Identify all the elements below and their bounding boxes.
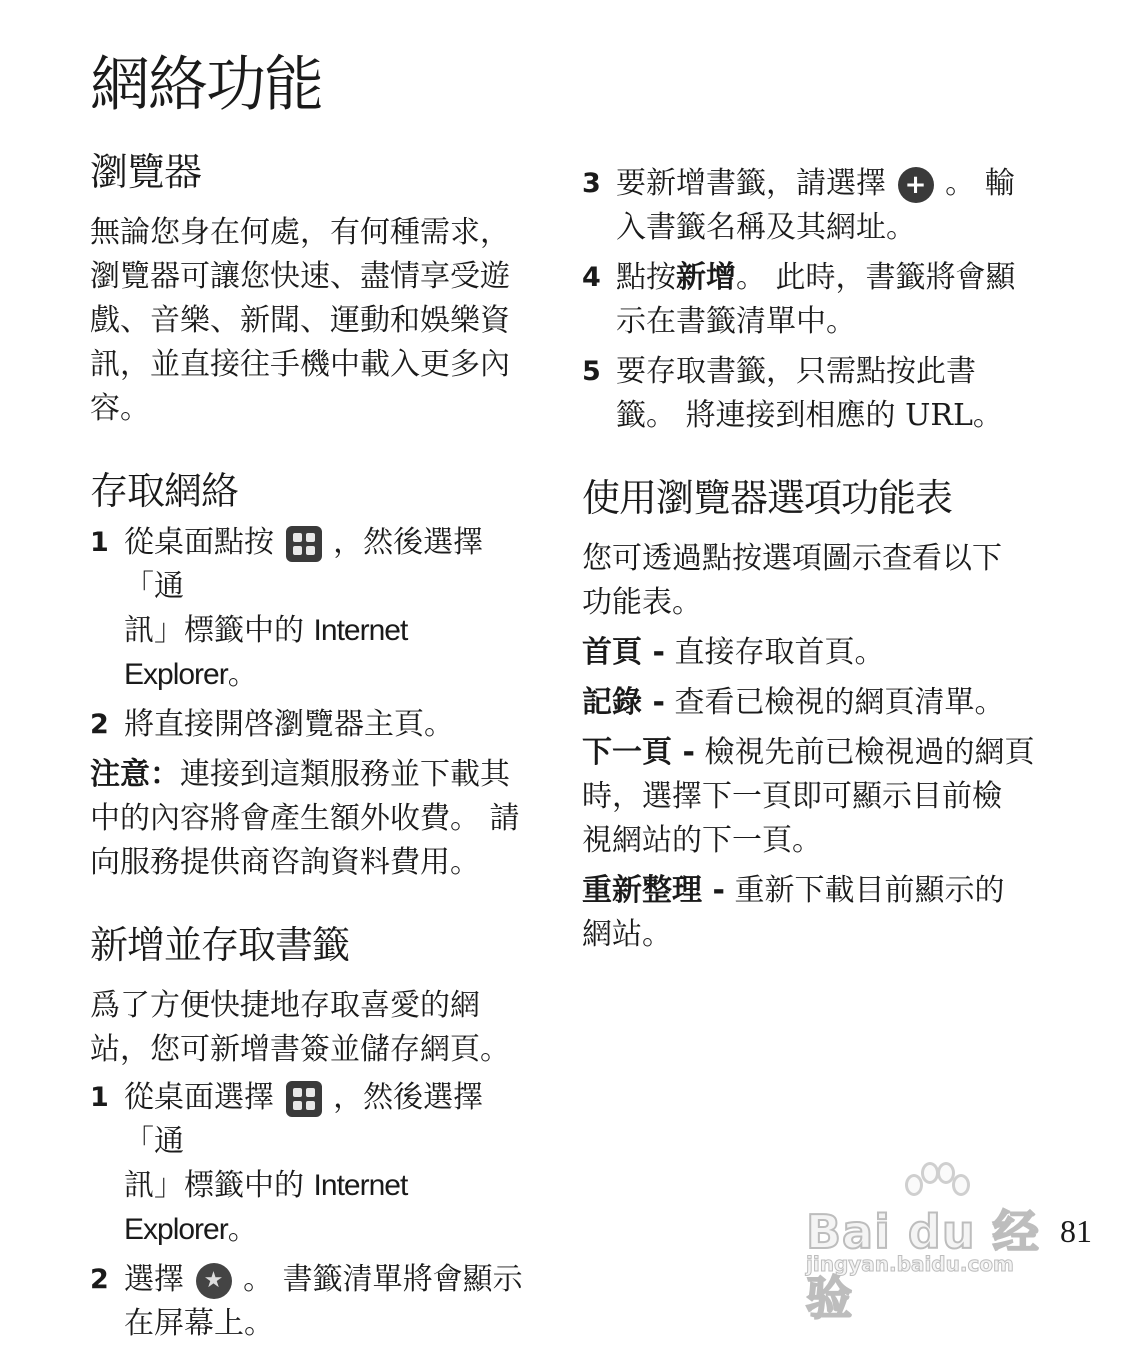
step-text: 要存取書籤，只需點按此書	[616, 354, 976, 389]
step-number: 2	[90, 708, 109, 740]
bookmarks-step-2	[90, 1258, 540, 1346]
step-text: 籤。 將連接到相應的 URL。	[616, 398, 1003, 433]
watermark-url: jingyan.baidu.com	[806, 1252, 1014, 1276]
option-label: 下一頁 -	[582, 735, 695, 771]
access-step-2	[90, 703, 540, 747]
note-text: 連接到這類服務並下載其	[180, 756, 510, 792]
bookmarks-heading: 新增並存取書籤	[90, 922, 350, 967]
access-step-1	[90, 521, 540, 697]
add-label: 新增	[676, 260, 736, 295]
option-label: 首頁 -	[582, 635, 665, 671]
note-label: 注意：	[90, 756, 180, 792]
browser-body-line: 戲、音樂、新聞、運動和娛樂資	[90, 303, 510, 339]
internet-explorer-label: Internet Explorer	[124, 1169, 408, 1247]
bookmarks-intro	[90, 984, 540, 1072]
step-text: 。 輸	[945, 166, 1015, 201]
left-column	[90, 148, 540, 1352]
browser-body-line: 無論您身在何處，有何種需求，	[90, 215, 510, 251]
bookmarks-step-3	[582, 162, 1052, 250]
option-text: 直接存取首頁。	[664, 635, 885, 671]
option-text: 查看已檢視的網頁清單。	[664, 685, 1005, 721]
step-text: 訊」標籤中的	[124, 612, 304, 648]
step-text: 訊」標籤中的	[124, 1168, 304, 1204]
page-title: 網絡功能	[90, 50, 322, 120]
step-number: 2	[90, 1264, 109, 1296]
bookmarks-section	[90, 921, 540, 1346]
option-text: 檢視先前已檢視過的網頁	[694, 735, 1035, 771]
step-text: 選擇	[124, 1262, 184, 1298]
internet-explorer-label: Internet Explorer	[124, 613, 408, 691]
option-refresh	[582, 869, 1052, 957]
note-text: 向服務提供商咨詢資料費用。	[90, 844, 480, 880]
option-text: 視網站的下一頁。	[582, 823, 822, 859]
browser-body-line: 訊，並直接往手機中載入更多內	[90, 347, 510, 383]
step-number: 1	[90, 526, 109, 558]
apps-grid-icon	[286, 1081, 322, 1117]
browser-section	[90, 148, 540, 431]
browser-body-line: 瀏覽器可讓您快速、盡情享受遊	[90, 259, 510, 295]
browser-body	[90, 211, 540, 431]
option-history	[582, 681, 1052, 725]
browser-body-line: 容。	[90, 391, 150, 427]
bookmark-steps-continued	[582, 162, 1052, 438]
step-number: 3	[582, 168, 601, 199]
note-text: 中的內容將會產生額外收費。 請	[90, 800, 520, 836]
browser-heading: 瀏覽器	[90, 150, 202, 194]
bookmark-star-icon: ★	[196, 1263, 232, 1299]
intro-line: 爲了方便快捷地存取喜愛的網	[90, 988, 480, 1024]
option-label: 重新整理 -	[582, 873, 725, 909]
step-number: 1	[90, 1082, 109, 1114]
options-intro	[582, 537, 1052, 625]
access-network-heading: 存取網絡	[90, 469, 239, 514]
option-label: 記錄 -	[582, 685, 665, 721]
option-home	[582, 631, 1052, 675]
step-text: 將直接開啓瀏覽器主頁。	[124, 706, 454, 742]
access-network-section	[90, 467, 540, 884]
note	[90, 753, 540, 885]
step-text: 點按	[616, 260, 676, 295]
step-text: 從桌面點按	[124, 524, 274, 560]
step-text: 。	[227, 1212, 258, 1248]
step-text: 。	[227, 656, 258, 692]
step-text: 示在書籤清單中。	[616, 304, 856, 339]
intro-line: 功能表。	[582, 585, 702, 621]
step-text: ，然後選擇「通	[124, 524, 484, 604]
apps-grid-icon	[286, 526, 322, 562]
option-text: 重新下載目前顯示的	[724, 873, 1005, 909]
page-number: 81	[1060, 1213, 1092, 1249]
step-text: 在屏幕上。	[124, 1306, 274, 1342]
step-text: 入書籤名稱及其網址。	[616, 210, 916, 245]
browser-options-heading: 使用瀏覽器選項功能表	[582, 476, 953, 520]
step-text: 要新增書籤，請選擇	[616, 166, 886, 201]
step-text: 從桌面選擇	[124, 1080, 274, 1116]
option-text: 時，選擇下一頁即可顯示目前檢	[582, 779, 1002, 815]
option-next-page	[582, 731, 1052, 863]
add-plus-icon: +	[898, 167, 934, 203]
watermark-logo: Bai du 经验	[806, 1205, 1040, 1325]
baidu-jingyan-watermark	[806, 1160, 1066, 1325]
step-text: 。 書籤清單將會顯示	[243, 1262, 523, 1298]
bookmarks-step-5	[582, 350, 1052, 438]
intro-line: 您可透過點按選項圖示查看以下	[582, 541, 1002, 577]
browser-options-section	[582, 474, 1052, 957]
intro-line: 站，您可新增書簽並儲存網頁。	[90, 1032, 510, 1068]
step-number: 4	[582, 262, 601, 293]
right-column	[582, 148, 1052, 963]
step-number: 5	[582, 356, 601, 387]
option-text: 網站。	[582, 917, 672, 953]
step-text: ，然後選擇「通	[124, 1080, 484, 1160]
bookmarks-step-4	[582, 256, 1052, 344]
bookmarks-step-1	[90, 1076, 540, 1252]
step-text: 。 此時，書籤將會顯	[736, 260, 1016, 295]
